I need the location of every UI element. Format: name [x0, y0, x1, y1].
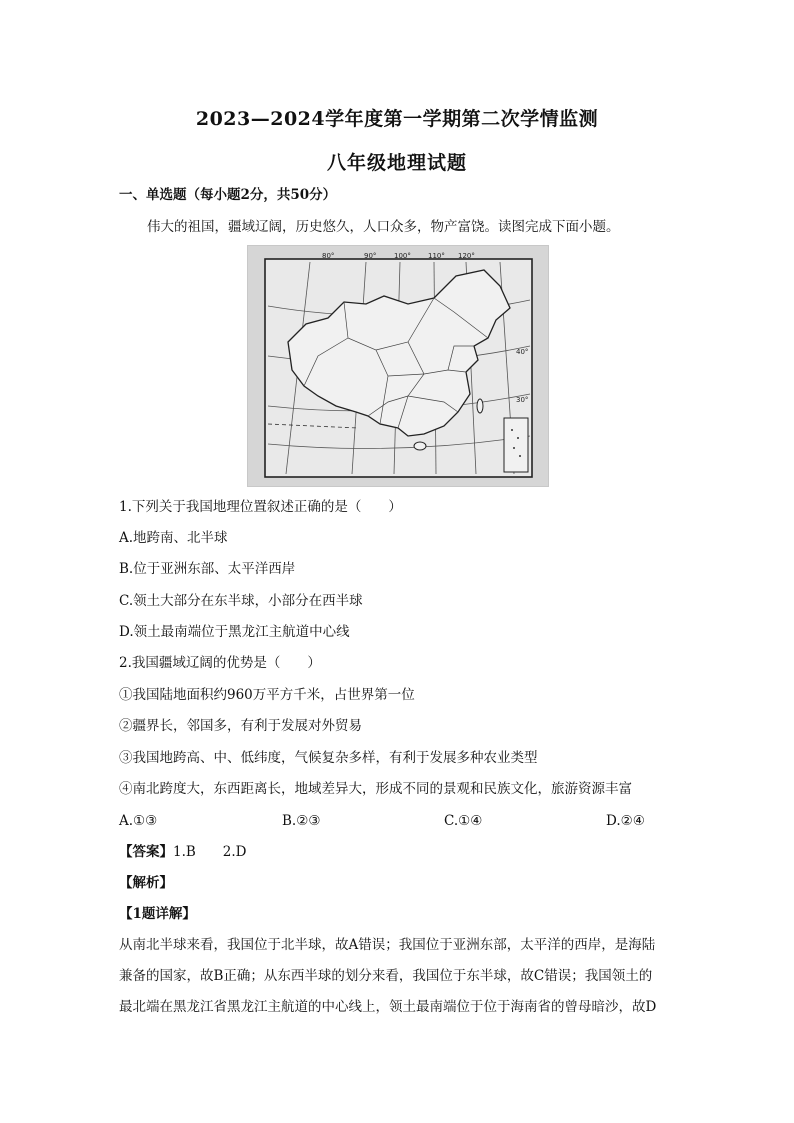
analysis-label: 【解析】	[119, 875, 173, 891]
q2-option-c: C.①④	[444, 813, 483, 829]
answer-text: 1.B 2.D	[173, 844, 247, 860]
answer-label: 【答案】	[119, 844, 173, 860]
q1-option-a: A.地跨南、北半球	[119, 530, 228, 546]
map-image	[248, 246, 548, 486]
q2-statement-2: ②疆界长，邻国多，有利于发展对外贸易	[119, 718, 362, 734]
q2-option-b: B.②③	[282, 813, 321, 829]
analysis-line-2: 兼备的国家，故B正确；从东西半球的划分来看，我国位于东半球，故C错误；我国领土的	[119, 968, 653, 984]
q1-analysis-label: 【1题详解】	[119, 906, 196, 922]
lon-label-90: 90°	[364, 252, 377, 260]
q2-option-a: A.①③	[119, 813, 158, 829]
q1-stem: 1.下列关于我国地理位置叙述正确的是（ ）	[119, 499, 402, 515]
answer-line	[119, 843, 247, 861]
q1-option-b: B.位于亚洲东部、太平洋西岸	[119, 561, 296, 577]
q2-stem: 2.我国疆域辽阔的优势是（ ）	[119, 655, 321, 671]
china-map-figure	[247, 245, 549, 487]
section-heading: 一、单选题（每小题2分，共50分）	[119, 187, 337, 203]
lat-label-30: 30°	[516, 396, 529, 404]
lat-label-40: 40°	[516, 348, 529, 356]
q2-option-d: D.②④	[606, 813, 645, 829]
exam-title: 2023—2024学年度第一学期第二次学情监测	[195, 108, 599, 130]
analysis-line-3: 最北端在黑龙江省黑龙江主航道的中心线上，领土最南端位于位于海南省的曾母暗沙，故D	[119, 999, 657, 1015]
q2-statement-3: ③我国地跨高、中、低纬度，气候复杂多样，有利于发展多种农业类型	[119, 750, 538, 766]
q1-option-c: C.领土大部分在东半球，小部分在西半球	[119, 593, 363, 609]
exam-subtitle: 八年级地理试题	[326, 152, 467, 174]
analysis-line-1: 从南北半球来看，我国位于北半球，故A错误；我国位于亚洲东部，太平洋的西岸，是海陆	[119, 937, 656, 953]
section-intro: 伟大的祖国，疆域辽阔，历史悠久，人口众多，物产富饶。读图完成下面小题。	[147, 219, 620, 235]
lon-label-120: 120°	[458, 252, 475, 260]
lon-label-100: 100°	[394, 252, 411, 260]
q1-option-d: D.领土最南端位于黑龙江主航道中心线	[119, 624, 350, 640]
lon-label-80: 80°	[322, 252, 335, 260]
q2-statement-4: ④南北跨度大，东西距离长，地域差异大，形成不同的景观和民族文化，旅游资源丰富	[119, 781, 632, 797]
q2-statement-1: ①我国陆地面积约960万平方千米，占世界第一位	[119, 687, 415, 703]
lon-label-110: 110°	[428, 252, 445, 260]
